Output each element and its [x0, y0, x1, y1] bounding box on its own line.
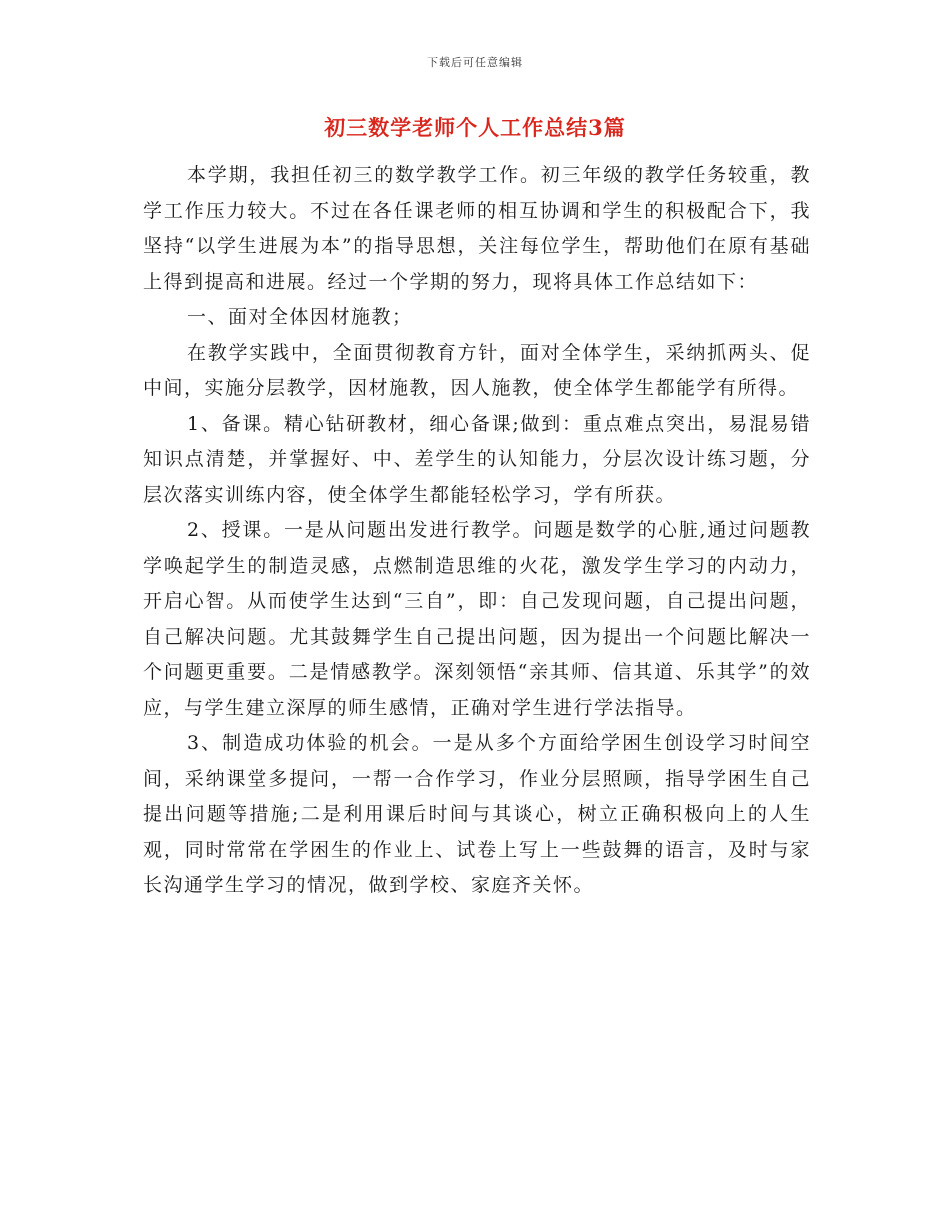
paragraph-lesson-prep: 1、备课。精心钻研教材，细心备课;做到：重点难点突出，易混易错知识点清楚，并掌握好、中、差学生的认知能力，分层次设计练习题，分层次落实训练内容，使全体学生都能轻松学习，学有所获。	[143, 412, 811, 506]
document-title: 初三数学老师个人工作总结3篇	[324, 115, 626, 140]
header-note: 下载后可任意编辑	[427, 56, 523, 69]
paragraph-success-experience: 3、制造成功体验的机会。一是从多个方面给学困生创设学习时间空间，采纳课堂多提问，一帮一合作学习，作业分层照顾，指导学困生自己提出问题等措施;二是利用课后时间与其谈心，树立正确积极向上的人生观，同时常常在学困生的作业上、试卷上写上一些鼓舞的语言，及时与家长沟通学生学习的情况，做到学校、家庭齐关怀。	[143, 732, 811, 896]
paragraph-intro: 本学期，我担任初三的数学教学工作。初三年级的教学任务较重，教学工作压力较大。不过在各任课老师的相互协调和学生的积极配合下，我坚持“以学生进展为本”的指导思想，关注每位学生，帮助他们在原有基础上得到提高和进展。经过一个学期的努力，现将具体工作总结如下：	[143, 164, 811, 293]
paragraph-teaching: 2、授课。一是从问题出发进行教学。问题是数学的心脏,通过问题教学唤起学生的制造灵感，点燃制造思维的火花，激发学生学习的内动力，开启心智。从而使学生达到“三自”，即：自己发现问题，自己提出问题，自己解决问题。尤其鼓舞学生自己提出问题，因为提出一个问题比解决一个问题更重要。二是情感教学。深刻领悟“亲其师、信其道、乐其学”的效应，与学生建立深厚的师生感情，正确对学生进行学法指导。	[143, 519, 811, 719]
document-body	[143, 158, 811, 904]
section-heading-1: 一、面对全体因材施教；	[187, 306, 413, 328]
paragraph-teaching-practice: 在教学实践中，全面贯彻教育方针，面对全体学生，采纳抓两头、促中间，实施分层教学，因材施教，因人施教，使全体学生都能学有所得。	[143, 341, 811, 399]
